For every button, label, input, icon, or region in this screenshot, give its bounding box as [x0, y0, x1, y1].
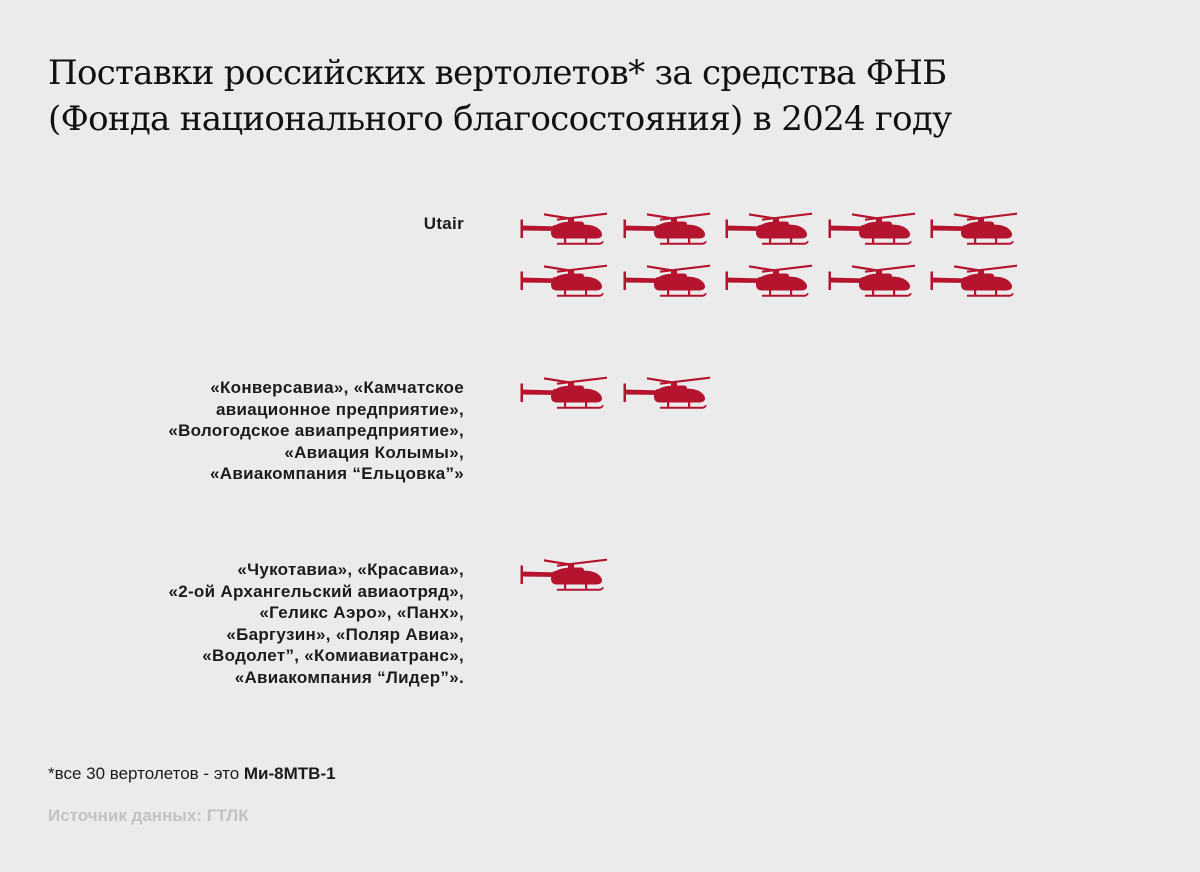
footnote — [48, 764, 336, 784]
footnote-model: Ми-8МТВ-1 — [243, 764, 336, 783]
chart-title-line-1: Поставки российских вертолетов* за средства ФНБ — [48, 53, 947, 93]
operator-label-line: «Баргузин», «Поляр Авиа», — [226, 624, 464, 644]
helicopter-icon — [927, 212, 1019, 248]
helicopter-icon — [722, 264, 814, 300]
helicopter-icon — [517, 558, 609, 594]
operator-label-line: «Авиакомпания “Ельцовка”» — [210, 464, 464, 483]
operator-label-line: «Конверсавиа», «Камчатское — [210, 378, 464, 397]
operator-label-line: «2-ой Архангельский авиаотряд», — [168, 581, 464, 601]
helicopter-icon — [620, 376, 712, 412]
helicopter-icon — [722, 212, 814, 248]
operator-label-line: авиационное предприятие», — [215, 399, 464, 419]
helicopter-icon — [517, 212, 609, 248]
helicopter-icon — [517, 376, 609, 412]
operator-label-line: «Водолет”, «Комиавиатранс», — [202, 646, 464, 665]
chart-title — [48, 50, 1168, 142]
source-note: Источник данных: ГТЛК — [48, 806, 249, 825]
helicopter-icon — [620, 212, 712, 248]
helicopter-icon — [517, 264, 609, 300]
operator-label-line: «Геликс Аэро», «Панх», — [259, 603, 464, 622]
helicopter-icon — [825, 212, 917, 248]
operator-label — [24, 377, 464, 485]
operator-label — [24, 559, 464, 688]
helicopter-icon — [927, 264, 1019, 300]
helicopter-icon — [825, 264, 917, 300]
helicopter-icon — [620, 264, 712, 300]
operator-label-line: «Вологодское авиапредприятие», — [168, 421, 464, 440]
operator-label-line: «Чукотавиа», «Красавиа», — [237, 560, 464, 579]
footnote-text: *все 30 вертолетов - это — [48, 764, 244, 783]
operator-label-line: «Авиация Колымы», — [284, 442, 464, 462]
operator-label — [24, 213, 464, 235]
operator-label-line: «Авиакомпания “Лидер”». — [234, 667, 464, 687]
chart-title-line-2: (Фонда национального благосостояния) в 2024 году — [48, 99, 952, 139]
operator-label-line: Utair — [423, 214, 464, 233]
